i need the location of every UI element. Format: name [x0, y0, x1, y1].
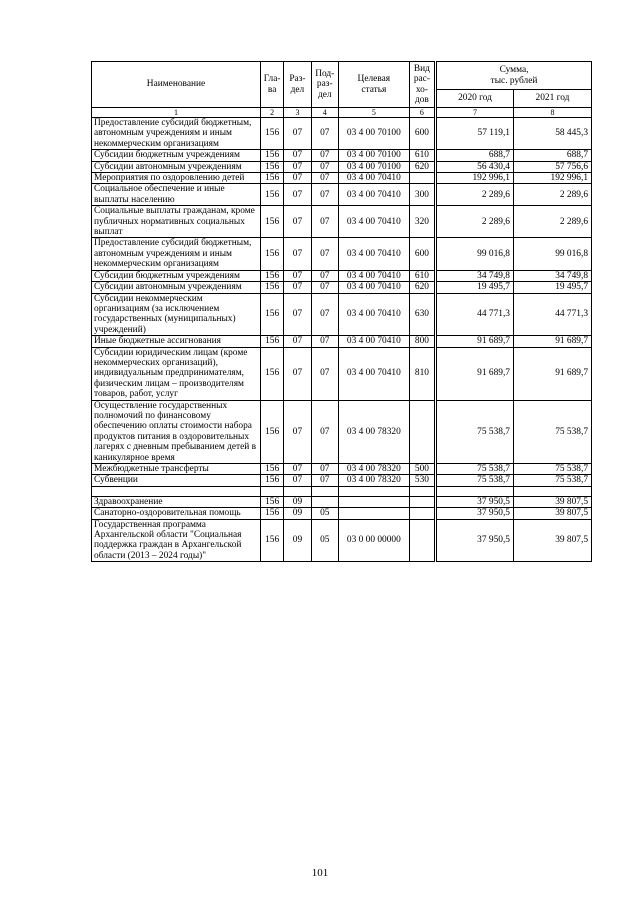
row-section: 07: [284, 206, 311, 238]
row-name: Межбюджетные трансферты: [92, 464, 261, 475]
row-2020: 37 950,5: [436, 519, 514, 562]
budget-table: [91, 61, 592, 562]
column-number: 2: [261, 108, 284, 118]
row-section: 07: [284, 400, 311, 463]
row-section: 09: [284, 519, 311, 562]
row-section: 07: [284, 184, 311, 206]
table-row: [92, 118, 592, 150]
row-chapter: 156: [261, 293, 284, 336]
row-subsection: 07: [311, 150, 338, 161]
row-subsection: 07: [311, 336, 338, 347]
row-subsection: [311, 496, 338, 507]
row-chapter: 156: [261, 282, 284, 293]
row-subsection: 07: [311, 118, 338, 150]
row-target: 03 4 00 70100: [338, 118, 409, 150]
row-chapter: [261, 486, 284, 496]
row-target: 03 4 00 78320: [338, 464, 409, 475]
row-name: Субсидии автономным учреждениям: [92, 282, 261, 293]
row-2021: 91 689,7: [513, 347, 591, 400]
row-chapter: 156: [261, 519, 284, 562]
row-section: 07: [284, 150, 311, 161]
table-row: [92, 400, 592, 463]
row-subsection: 07: [311, 400, 338, 463]
row-expense: 600: [409, 118, 435, 150]
header-subsection: Под- раз- дел: [311, 62, 338, 108]
row-target: [338, 508, 409, 519]
column-number: 7: [436, 108, 514, 118]
row-section: 07: [284, 161, 311, 172]
row-target: 03 0 00 00000: [338, 519, 409, 562]
row-subsection: 07: [311, 238, 338, 270]
header-section: Раз- дел: [284, 62, 311, 108]
row-expense: [409, 519, 435, 562]
row-target: 03 4 00 70410: [338, 270, 409, 281]
row-chapter: 156: [261, 270, 284, 281]
row-section: 07: [284, 118, 311, 150]
row-2021: 34 749,8: [513, 270, 591, 281]
row-chapter: 156: [261, 161, 284, 172]
row-name: Субвенции: [92, 475, 261, 486]
row-name: Субсидии автономным учреждениям: [92, 161, 261, 172]
row-2020: 56 430,4: [436, 161, 514, 172]
row-name: Субсидии юридическим лицам (кроме некоммерческих организаций), индивидуальным предпринимателям, физическим лицам – производителям товаров, работ, услуг: [92, 347, 261, 400]
row-2020: 2 289,6: [436, 184, 514, 206]
row-expense: 500: [409, 464, 435, 475]
row-section: [284, 486, 311, 496]
row-name: Предоставление субсидий бюджетным, автономным учреждениям и иным некоммерческим организациям: [92, 118, 261, 150]
row-target: [338, 486, 409, 496]
header-chapter: Гла- ва: [261, 62, 284, 108]
row-name: Социальные выплаты гражданам, кроме публичных нормативных социальных выплат: [92, 206, 261, 238]
table-row: [92, 206, 592, 238]
table-row: [92, 475, 592, 486]
row-expense: 620: [409, 161, 435, 172]
row-expense: [409, 400, 435, 463]
row-expense: [409, 508, 435, 519]
row-chapter: 156: [261, 347, 284, 400]
table-row: [92, 173, 592, 184]
table-row: [92, 238, 592, 270]
column-number: 3: [284, 108, 311, 118]
row-2020: 44 771,3: [436, 293, 514, 336]
row-target: 03 4 00 70100: [338, 150, 409, 161]
row-expense: 620: [409, 282, 435, 293]
row-section: 07: [284, 475, 311, 486]
row-2021: 19 495,7: [513, 282, 591, 293]
row-2020: [436, 486, 514, 496]
row-name: Субсидии бюджетным учреждениям: [92, 150, 261, 161]
row-section: 07: [284, 336, 311, 347]
row-name: Здравоохранение: [92, 496, 261, 507]
row-2020: 57 119,1: [436, 118, 514, 150]
row-target: 03 4 00 70410: [338, 282, 409, 293]
row-chapter: 156: [261, 173, 284, 184]
row-chapter: 156: [261, 336, 284, 347]
row-chapter: 156: [261, 400, 284, 463]
row-expense: 610: [409, 270, 435, 281]
row-chapter: 156: [261, 150, 284, 161]
table-row: [92, 508, 592, 519]
row-subsection: 07: [311, 161, 338, 172]
row-subsection: 07: [311, 173, 338, 184]
row-chapter: 156: [261, 475, 284, 486]
row-subsection: 07: [311, 270, 338, 281]
column-number-row: [92, 108, 592, 118]
row-2020: 75 538,7: [436, 464, 514, 475]
table-row: [92, 519, 592, 562]
page-number: 101: [311, 867, 329, 879]
row-2021: 688,7: [513, 150, 591, 161]
table-row: [92, 293, 592, 336]
row-2021: [513, 486, 591, 496]
row-2020: 91 689,7: [436, 347, 514, 400]
header-year-2020: 2020 год: [436, 90, 514, 108]
row-2020: 91 689,7: [436, 336, 514, 347]
row-2020: 688,7: [436, 150, 514, 161]
row-target: 03 4 00 70410: [338, 206, 409, 238]
column-number: 5: [338, 108, 409, 118]
row-chapter: 156: [261, 184, 284, 206]
row-2021: 75 538,7: [513, 475, 591, 486]
row-2020: 19 495,7: [436, 282, 514, 293]
row-expense: [409, 173, 435, 184]
column-number: 8: [513, 108, 591, 118]
row-expense: 530: [409, 475, 435, 486]
row-section: 07: [284, 293, 311, 336]
row-subsection: 07: [311, 347, 338, 400]
table-row: [92, 486, 592, 496]
row-target: 03 4 00 70410: [338, 238, 409, 270]
row-2020: 75 538,7: [436, 475, 514, 486]
header-sum: Сумма, тыс. рублей: [436, 62, 592, 90]
table-row: [92, 161, 592, 172]
row-expense: 810: [409, 347, 435, 400]
column-number: 6: [409, 108, 435, 118]
row-section: 09: [284, 508, 311, 519]
row-target: [338, 496, 409, 507]
row-name: Иные бюджетные ассигнования: [92, 336, 261, 347]
table-row: [92, 282, 592, 293]
row-expense: 320: [409, 206, 435, 238]
row-2020: 34 749,8: [436, 270, 514, 281]
table-row: [92, 336, 592, 347]
row-section: 07: [284, 282, 311, 293]
table-row: [92, 496, 592, 507]
table-row: [92, 270, 592, 281]
row-target: 03 4 00 78320: [338, 400, 409, 463]
row-name: Социальное обеспечение и иные выплаты населению: [92, 184, 261, 206]
row-name: Субсидии некоммерческим организациям (за исключением государственных (муниципальных) учреждений): [92, 293, 261, 336]
row-expense: 600: [409, 238, 435, 270]
table-row: [92, 150, 592, 161]
row-section: 07: [284, 238, 311, 270]
row-name: Санаторно-оздоровительная помощь: [92, 508, 261, 519]
row-chapter: 156: [261, 238, 284, 270]
row-2021: 39 807,5: [513, 519, 591, 562]
row-2020: 37 950,5: [436, 496, 514, 507]
row-subsection: 05: [311, 519, 338, 562]
row-2021: 192 996,1: [513, 173, 591, 184]
row-2020: 192 996,1: [436, 173, 514, 184]
row-subsection: 07: [311, 293, 338, 336]
row-subsection: [311, 486, 338, 496]
row-target: 03 4 00 70410: [338, 347, 409, 400]
row-2021: 75 538,7: [513, 464, 591, 475]
row-expense: 800: [409, 336, 435, 347]
row-chapter: 156: [261, 118, 284, 150]
row-expense: 300: [409, 184, 435, 206]
row-subsection: 07: [311, 206, 338, 238]
row-expense: [409, 486, 435, 496]
row-2021: 39 807,5: [513, 496, 591, 507]
row-subsection: 07: [311, 282, 338, 293]
row-name: [92, 486, 261, 496]
row-2020: 75 538,7: [436, 400, 514, 463]
row-section: 07: [284, 173, 311, 184]
row-subsection: 05: [311, 508, 338, 519]
row-2020: 37 950,5: [436, 508, 514, 519]
row-section: 09: [284, 496, 311, 507]
row-target: 03 4 00 70410: [338, 184, 409, 206]
row-target: 03 4 00 70410: [338, 336, 409, 347]
row-chapter: 156: [261, 508, 284, 519]
row-chapter: 156: [261, 464, 284, 475]
row-name: Субсидии бюджетным учреждениям: [92, 270, 261, 281]
row-target: 03 4 00 78320: [338, 475, 409, 486]
row-expense: 630: [409, 293, 435, 336]
row-name: Государственная программа Архангельской области "Социальная поддержка граждан в Архангельской области (2013 – 2024 годы)": [92, 519, 261, 562]
row-section: 07: [284, 270, 311, 281]
row-2021: 44 771,3: [513, 293, 591, 336]
row-2021: 58 445,3: [513, 118, 591, 150]
row-2021: 2 289,6: [513, 184, 591, 206]
row-name: Мероприятия по оздоровлению детей: [92, 173, 261, 184]
header-year-2021: 2021 год: [513, 90, 591, 108]
row-target: 03 4 00 70100: [338, 161, 409, 172]
row-2021: 39 807,5: [513, 508, 591, 519]
column-number: 4: [311, 108, 338, 118]
table-row: [92, 464, 592, 475]
row-2021: 99 016,8: [513, 238, 591, 270]
row-subsection: 07: [311, 475, 338, 486]
row-section: 07: [284, 464, 311, 475]
row-target: 03 4 00 70410: [338, 173, 409, 184]
row-2020: 99 016,8: [436, 238, 514, 270]
table-body: [92, 118, 592, 562]
header-target: Целевая статья: [338, 62, 409, 108]
header-name: Наименование: [92, 62, 261, 108]
row-2021: 2 289,6: [513, 206, 591, 238]
row-section: 07: [284, 347, 311, 400]
row-name: Осуществление государственных полномочий по финансовому обеспечению оплаты стоимости набора продуктов питания в оздоровительных лагерях с дневным пребыванием детей в каникулярное время: [92, 400, 261, 463]
table-row: [92, 347, 592, 400]
row-2020: 2 289,6: [436, 206, 514, 238]
header-expense: Вид рас- хо- дов: [409, 62, 435, 108]
row-name: Предоставление субсидий бюджетным, автономным учреждениям и иным некоммерческим организациям: [92, 238, 261, 270]
row-expense: 610: [409, 150, 435, 161]
row-2021: 91 689,7: [513, 336, 591, 347]
row-expense: [409, 496, 435, 507]
row-subsection: 07: [311, 184, 338, 206]
row-2021: 75 538,7: [513, 400, 591, 463]
column-number: 1: [92, 108, 261, 118]
row-2021: 57 756,6: [513, 161, 591, 172]
row-chapter: 156: [261, 206, 284, 238]
table-row: [92, 184, 592, 206]
row-target: 03 4 00 70410: [338, 293, 409, 336]
row-chapter: 156: [261, 496, 284, 507]
row-subsection: 07: [311, 464, 338, 475]
